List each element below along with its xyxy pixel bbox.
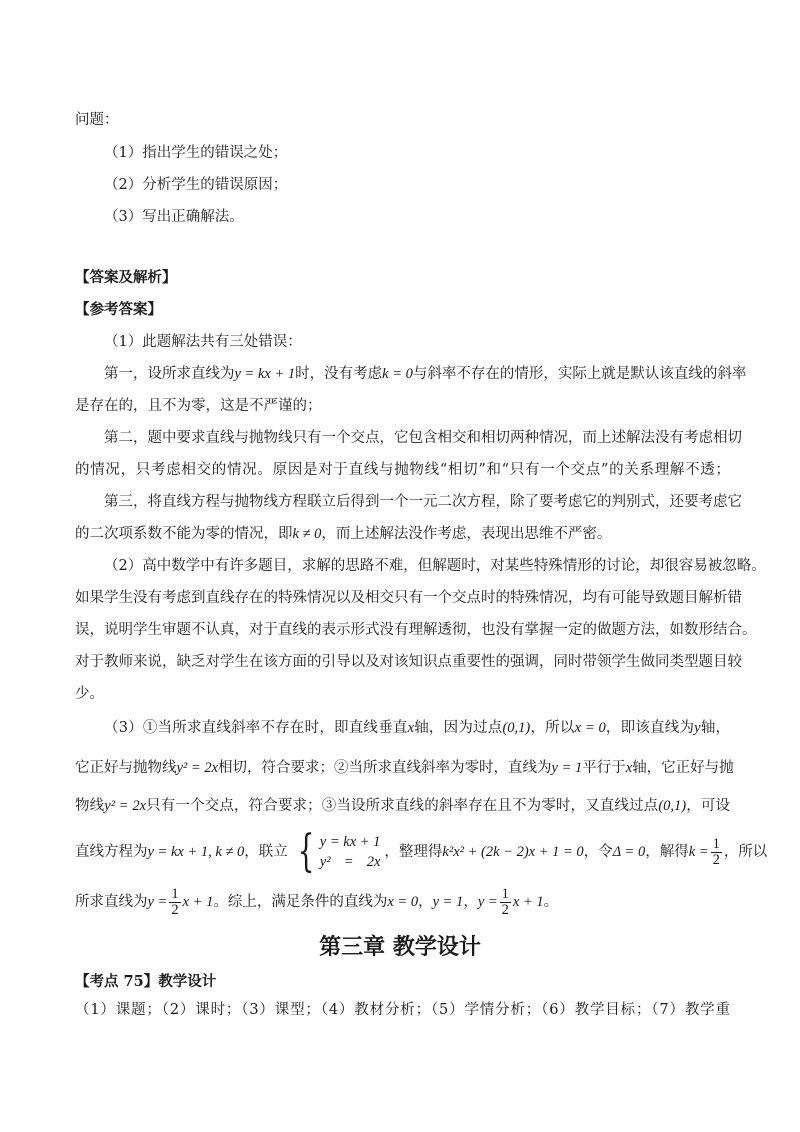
- reference-heading: 【参考答案】: [75, 301, 162, 318]
- question-label: 问题：: [75, 112, 119, 128]
- question-item-1: （1）指出学生的错误之处；: [104, 145, 288, 161]
- error-3-line-1: 第三，将直线方程与抛物线方程联立后得到一个一元二次方程，除了要考虑它的判别式，还要考虑它: [104, 494, 742, 510]
- question-item-2: （2）分析学生的错误原因；: [104, 177, 288, 193]
- error-2-line-1: 第二，题中要求直线与抛物线只有一个交点，它包含相交和相切两种情况，而上述解法没有考虑相切: [104, 430, 742, 446]
- question-item-3: （3）写出正确解法。: [104, 209, 244, 225]
- error-1-line-2: 是存在的，且不为零，这是不严谨的；: [75, 398, 322, 414]
- key-point-heading: 【考点 75】教学设计: [75, 973, 217, 990]
- answer-part-3-line-2: 它正好与抛物线y² = 2x相切，符合要求；②当所求直线斜率为零时，直线为y = 1平行于x轴，它正好与抛: [75, 760, 734, 776]
- answer-part-3-line-1: （3）①当所求直线斜率不存在时，即直线垂直x轴，因为过点(0,1)，所以x = 0，即该直线为y轴，: [104, 720, 731, 736]
- error-1-line-1: 第一，设所求直线为y = kx + 1时，没有考虑k = 0与斜率不存在的情形，实际上就是默认该直线的斜率: [104, 366, 747, 382]
- chapter-title: 第三章 教学设计: [319, 935, 481, 960]
- answer-part-2-line-1: （2）高中数学中有许多题目，求解的思路不难，但解题时，对某些特殊情形的讨论，却很容易被忽略。: [104, 558, 766, 574]
- answer-part-2-line-4: 对于教师来说，缺乏对学生在该方面的引导以及对该知识点重要性的强调，同时带领学生做同类型题目较: [75, 654, 742, 670]
- answer-part-3-line-3: 物线y² = 2x只有一个交点，符合要求；③当设所求直线的斜率存在且不为零时，又直线过点(0,1)，可设: [75, 798, 731, 814]
- key-point-line: （1）课题；（2）课时；（3）课型；（4）教材分析；（5）学情分析；（6）教学目标；（7）教学重: [75, 1002, 730, 1018]
- answer-part-1-intro: （1）此题解法共有三处错误：: [104, 334, 302, 350]
- fraction-one-half: $\frac{1}{2}$: [171, 885, 179, 918]
- error-3-line-2: 的二次项系数不能为零的情况，即k ≠ 0，而上述解法没作考虑，表现出思维不严密。: [75, 526, 612, 542]
- equation-system: { y = kx + 1 y² = 2x: [297, 826, 381, 877]
- answer-heading: 【答案及解析】: [75, 269, 177, 286]
- answer-part-3-line-5: 所求直线为y = $\frac{1}{2}$ x + 1。综上，满足条件的直线为x = 0，y = 1，y = $\frac{1}{2}$ x + 1。: [75, 885, 559, 918]
- answer-part-3-line-4: 直线方程为y = kx + 1, k ≠ 0，联立 { y = kx + 1 y² = 2x ，整理得k²x² + (2k − 2)x + 1 = 0，令Δ = 0，解得k = $\frac{1}{2}$ ，所以: [75, 826, 768, 877]
- answer-part-2-line-5: 少。: [75, 686, 104, 702]
- answer-part-2-line-2: 如果学生没有考虑到直线存在的特殊情况以及相交只有一个交点时的特殊情况，均有可能导致题目解析错: [75, 590, 742, 606]
- error-2-line-2: 的情况，只考虑相交的情况。原因是对于直线与抛物线“相切”和“只有一个交点”的关系理解不透；: [75, 462, 730, 478]
- fraction-one-half: $\frac{1}{2}$: [501, 885, 509, 918]
- fraction-one-half: $\frac{1}{2}$: [712, 835, 720, 868]
- answer-part-2-line-3: 误，说明学生审题不认真，对于直线的表示形式没有理解透彻，也没有掌握一定的做题方法，如数形结合。: [75, 622, 757, 638]
